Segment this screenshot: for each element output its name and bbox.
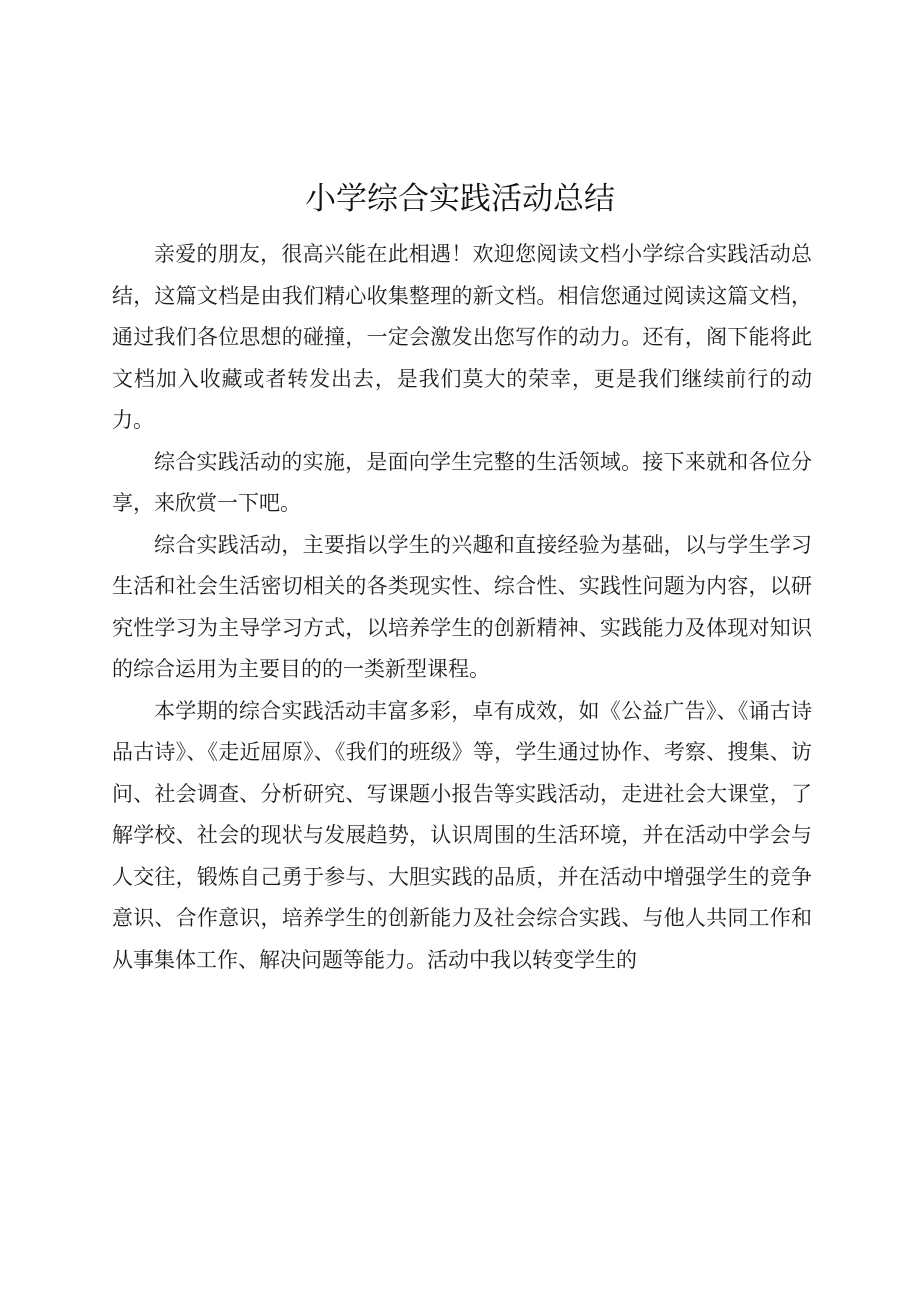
paragraph-4: 本学期的综合实践活动丰富多彩，卓有成效，如《公益广告》、《诵古诗品古诗》、《走近屈原》、《我们的班级》等，学生通过协作、考察、搜集、访问、社会调查、分析研究、写课题小报告等实践活动，走进社会大课堂，了解学校、社会的现状与发展趋势，认识周围的生活环境，并在活动中学会与人交往，锻炼自己勇于参与、大胆实践的品质，并在活动中增强学生的竞争意识、合作意识，培养学生的创新能力及社会综合实践、与他人共同工作和从事集体工作、解决问题等能力。活动中我以转变学生的 [112,698,812,972]
paragraph-1: 亲爱的朋友，很高兴能在此相遇！欢迎您阅读文档小学综合实践活动总结，这篇文档是由我们精心收集整理的新文档。相信您通过阅读这篇文档，通过我们各位思想的碰撞，一定会激发出您写作的动力。还有，阁下能将此文档加入收藏或者转发出去，是我们莫大的荣幸，更是我们继续前行的动力。 [112,242,812,432]
document-body [112,234,812,981]
page-title: 小学综合实践活动总结 [305,181,615,217]
paragraph-3: 综合实践活动，主要指以学生的兴趣和直接经验为基础，以与学生学习生活和社会生活密切相关的各类现实性、综合性、实践性问题为内容，以研究性学习为主导学习方式，以培养学生的创新精神、实践能力及体现对知识的综合运用为主要目的的一类新型课程。 [112,532,812,681]
paragraph-2: 综合实践活动的实施，是面向学生完整的生活领域。接下来就和各位分享，来欣赏一下吧。 [112,449,812,515]
